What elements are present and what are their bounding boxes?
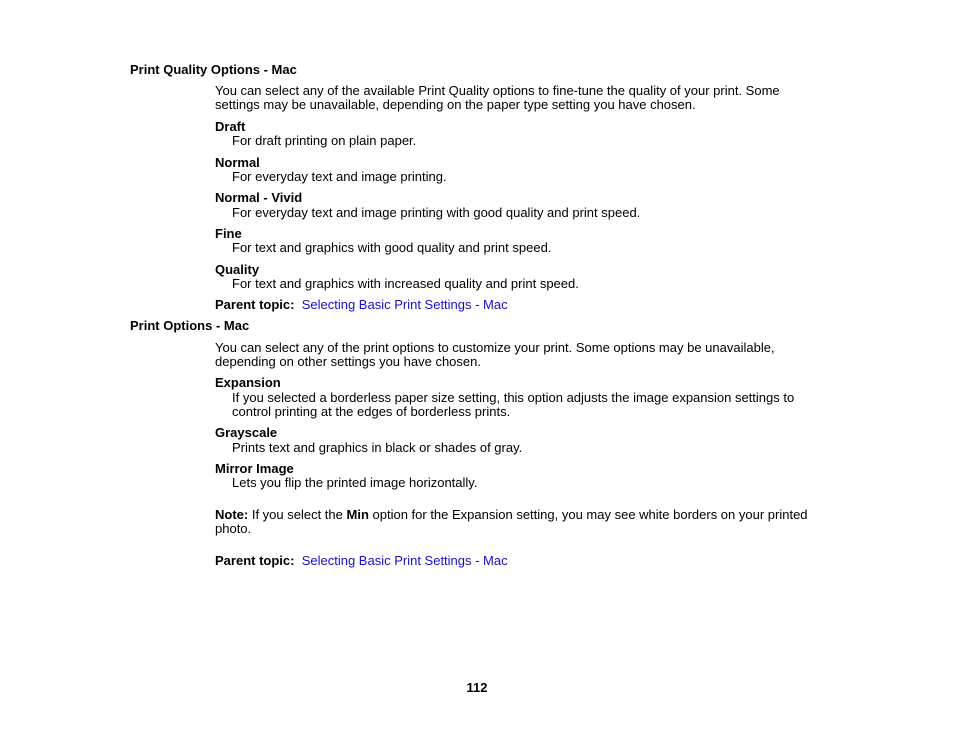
desc-line: control printing at the edges of borderless prints. bbox=[232, 404, 511, 419]
section-heading-print-quality-options: Print Quality Options - Mac bbox=[130, 62, 297, 77]
option-desc-expansion bbox=[232, 391, 822, 419]
option-term-draft: Draft bbox=[215, 119, 246, 134]
option-desc-normal-vivid: For everyday text and image printing with good quality and print speed. bbox=[232, 205, 641, 220]
parent-topic bbox=[215, 554, 508, 568]
parent-topic-label: Parent topic: bbox=[215, 297, 299, 312]
option-term-expansion: Expansion bbox=[215, 375, 281, 390]
parent-topic-link[interactable]: Selecting Basic Print Settings - Mac bbox=[301, 553, 508, 568]
section-heading-print-options: Print Options - Mac bbox=[130, 318, 250, 333]
note-bold-word: Min bbox=[346, 507, 369, 522]
option-term-normal-vivid: Normal - Vivid bbox=[215, 190, 303, 205]
option-term-fine: Fine bbox=[215, 226, 242, 241]
note-line bbox=[215, 508, 820, 522]
note-line-2: photo. bbox=[215, 521, 252, 536]
option-term-mirror-image: Mirror Image bbox=[215, 461, 294, 476]
desc-line: If you selected a borderless paper size setting, this option adjusts the image expansion settings to bbox=[232, 390, 795, 405]
option-desc-quality: For text and graphics with increased quality and print speed. bbox=[232, 276, 579, 291]
intro-line: You can select any of the print options to customize your print. Some options may be unavailable, bbox=[215, 340, 775, 355]
note-text-before: If you select the bbox=[248, 507, 347, 522]
option-desc-draft: For draft printing on plain paper. bbox=[232, 133, 417, 148]
note-text-after: option for the Expansion setting, you may see white borders on your printed bbox=[368, 507, 808, 522]
parent-topic-link[interactable]: Selecting Basic Print Settings - Mac bbox=[301, 297, 508, 312]
option-desc-mirror-image: Lets you flip the printed image horizontally. bbox=[232, 475, 478, 490]
section-intro-print-quality bbox=[215, 84, 815, 112]
option-term-normal: Normal bbox=[215, 155, 260, 170]
parent-topic-label: Parent topic: bbox=[215, 553, 299, 568]
intro-line: settings may be unavailable, depending on the paper type setting you have chosen. bbox=[215, 97, 696, 112]
option-term-quality: Quality bbox=[215, 262, 260, 277]
parent-topic bbox=[215, 298, 508, 312]
note-label: Note: bbox=[215, 507, 249, 522]
intro-line: depending on other settings you have chosen. bbox=[215, 354, 481, 369]
intro-line: You can select any of the available Print Quality options to fine-tune the quality of your print. Some bbox=[215, 83, 780, 98]
option-desc-grayscale: Prints text and graphics in black or shades of gray. bbox=[232, 440, 523, 455]
note bbox=[215, 508, 820, 536]
option-desc-normal: For everyday text and image printing. bbox=[232, 169, 447, 184]
option-desc-fine: For text and graphics with good quality and print speed. bbox=[232, 240, 552, 255]
option-term-grayscale: Grayscale bbox=[215, 425, 278, 440]
page-number: 112 bbox=[466, 680, 488, 695]
section-intro-print-options bbox=[215, 341, 815, 369]
